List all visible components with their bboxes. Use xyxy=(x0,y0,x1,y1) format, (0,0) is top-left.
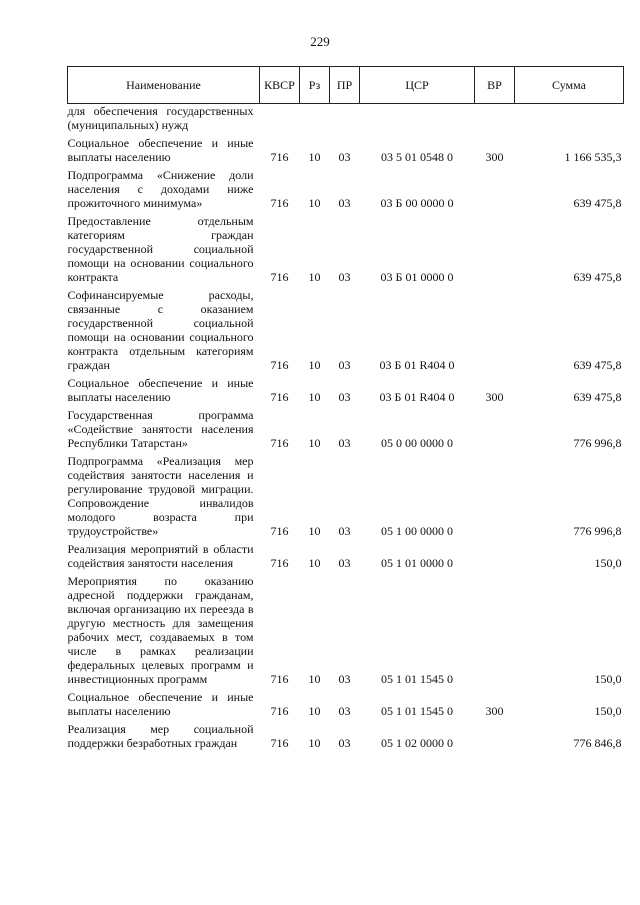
table-row xyxy=(68,288,624,376)
row-name: для обеспечения государственных (муниципальных) нужд xyxy=(67,104,254,132)
table-body xyxy=(68,104,624,755)
row-csr xyxy=(360,104,475,137)
table-row xyxy=(68,376,624,408)
row-kvsr: 716 xyxy=(270,672,289,686)
row-pr: 03 xyxy=(338,270,351,284)
table-row xyxy=(68,168,624,214)
row-kvsr: 716 xyxy=(270,736,289,750)
row-pr: 03 xyxy=(338,390,351,404)
row-rz: 10 xyxy=(308,736,321,750)
table-row xyxy=(68,690,624,722)
row-pr xyxy=(330,104,360,137)
header-pr: ПР xyxy=(330,67,360,104)
row-csr: 03 Б 01 0000 0 xyxy=(380,270,454,284)
table-row xyxy=(68,454,624,542)
row-pr: 03 xyxy=(338,150,351,164)
row-vr: 300 xyxy=(485,150,504,164)
row-name: Мероприятия по оказанию адресной поддержки гражданам, включая организацию их переезда в другую местность для замещения рабочих мест, создаваемых в том числе в рамках реализации федеральных целевых программ и инвестиционных программ xyxy=(67,574,254,686)
row-name: Государственная программа «Содействие занятости населения Республики Татарстан» xyxy=(67,408,254,450)
row-rz: 10 xyxy=(308,556,321,570)
row-vr xyxy=(475,288,515,376)
header-rz: Рз xyxy=(300,67,330,104)
row-rz: 10 xyxy=(308,672,321,686)
table-row xyxy=(68,574,624,690)
row-kvsr: 716 xyxy=(270,196,289,210)
table-row xyxy=(68,136,624,168)
row-name: Предоставление отдельным категориям граждан государственной социальной помощи на основании социального контракта xyxy=(67,214,254,284)
row-kvsr: 716 xyxy=(270,556,289,570)
row-sum xyxy=(515,104,624,137)
row-pr: 03 xyxy=(338,672,351,686)
row-kvsr: 716 xyxy=(270,390,289,404)
row-rz: 10 xyxy=(308,436,321,450)
row-vr xyxy=(475,168,515,214)
row-vr xyxy=(475,454,515,542)
row-vr xyxy=(475,214,515,288)
row-sum: 150,0 xyxy=(594,672,622,686)
header-vr: ВР xyxy=(475,67,515,104)
header-name: Наименование xyxy=(68,67,260,104)
table-row xyxy=(68,408,624,454)
row-csr: 03 Б 01 R404 0 xyxy=(379,390,455,404)
row-rz: 10 xyxy=(308,524,321,538)
row-pr: 03 xyxy=(338,358,351,372)
row-kvsr: 716 xyxy=(270,436,289,450)
row-kvsr: 716 xyxy=(270,150,289,164)
row-kvsr xyxy=(260,104,300,137)
table-row xyxy=(68,542,624,574)
table-row xyxy=(68,214,624,288)
row-rz: 10 xyxy=(308,390,321,404)
row-rz: 10 xyxy=(308,150,321,164)
row-rz: 10 xyxy=(308,704,321,718)
header-sum: Сумма xyxy=(515,67,624,104)
table-header xyxy=(68,67,624,104)
row-vr xyxy=(475,574,515,690)
row-vr xyxy=(475,104,515,137)
row-csr: 05 1 00 0000 0 xyxy=(381,524,453,538)
row-name: Подпрограмма «Реализация мер содействия занятости населения и регулирование трудовой миграции. Сопровождение инвалидов молодого возраста при трудоустройстве» xyxy=(67,454,254,538)
row-name: Подпрограмма «Снижение доли населения с доходами ниже прожиточного минимума» xyxy=(67,168,254,210)
row-rz: 10 xyxy=(308,358,321,372)
row-pr: 03 xyxy=(338,556,351,570)
row-csr: 05 1 02 0000 0 xyxy=(381,736,453,750)
row-rz xyxy=(300,104,330,137)
row-kvsr: 716 xyxy=(270,358,289,372)
header-csr: ЦСР xyxy=(360,67,475,104)
row-pr: 03 xyxy=(338,436,351,450)
row-sum: 639 475,8 xyxy=(573,390,622,404)
row-name: Реализация мер социальной поддержки безработных граждан xyxy=(67,722,254,750)
header-kvsr: КВСР xyxy=(260,67,300,104)
row-sum: 150,0 xyxy=(594,556,622,570)
row-csr: 03 5 01 0548 0 xyxy=(381,150,453,164)
row-pr: 03 xyxy=(338,524,351,538)
row-sum: 1 166 535,3 xyxy=(564,150,622,164)
row-name: Реализация мероприятий в области содействия занятости населения xyxy=(67,542,254,570)
row-rz: 10 xyxy=(308,196,321,210)
row-sum: 639 475,8 xyxy=(573,270,622,284)
page-number: 229 xyxy=(310,34,330,49)
row-sum: 776 996,8 xyxy=(573,524,622,538)
row-vr xyxy=(475,722,515,754)
row-rz: 10 xyxy=(308,270,321,284)
row-pr: 03 xyxy=(338,704,351,718)
row-kvsr: 716 xyxy=(270,704,289,718)
row-csr: 05 1 01 0000 0 xyxy=(381,556,453,570)
row-name: Социальное обеспечение и иные выплаты населению xyxy=(67,376,254,404)
row-kvsr: 716 xyxy=(270,524,289,538)
row-name: Социальное обеспечение и иные выплаты населению xyxy=(67,690,254,718)
row-csr: 05 1 01 1545 0 xyxy=(381,704,453,718)
row-csr: 05 0 00 0000 0 xyxy=(381,436,453,450)
budget-table xyxy=(67,66,624,754)
row-vr: 300 xyxy=(485,704,504,718)
row-sum: 639 475,8 xyxy=(573,196,622,210)
row-sum: 776 846,8 xyxy=(573,736,622,750)
row-csr: 03 Б 01 R404 0 xyxy=(379,358,455,372)
row-csr: 05 1 01 1545 0 xyxy=(381,672,453,686)
row-name: Социальное обеспечение и иные выплаты населению xyxy=(67,136,254,164)
row-pr: 03 xyxy=(338,196,351,210)
table-row xyxy=(68,104,624,137)
row-vr xyxy=(475,408,515,454)
row-pr: 03 xyxy=(338,736,351,750)
row-kvsr: 716 xyxy=(270,270,289,284)
row-vr xyxy=(475,542,515,574)
row-sum: 776 996,8 xyxy=(573,436,622,450)
row-sum: 150,0 xyxy=(594,704,622,718)
row-csr: 03 Б 00 0000 0 xyxy=(380,196,454,210)
row-sum: 639 475,8 xyxy=(573,358,622,372)
row-vr: 300 xyxy=(485,390,504,404)
table-row xyxy=(68,722,624,754)
row-name: Софинансируемые расходы, связанные с оказанием государственной социальной помощи на основании социального контракта отдельным категориям граждан xyxy=(67,288,254,372)
